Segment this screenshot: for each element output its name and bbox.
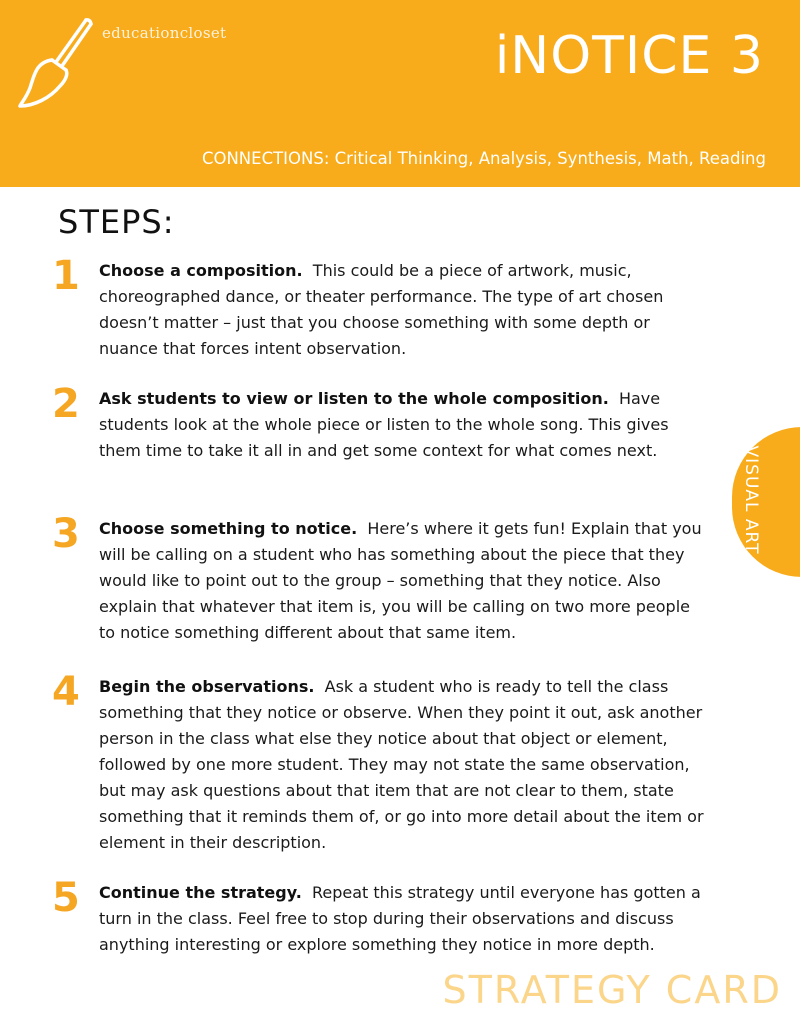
step-text xyxy=(99,258,711,362)
step-body: This could be a piece of artwork, music, choreographed dance, or theater performance. The type of art chosen doesn’t matter – just that you choose something with some depth or nuance that forces intent observation. xyxy=(99,261,664,358)
page-title: iNOTICE 3 xyxy=(494,26,764,86)
visual-art-label: VISUAL ART xyxy=(741,445,761,555)
step-text xyxy=(99,674,711,856)
step-text xyxy=(99,516,711,646)
step-title: Choose a composition. xyxy=(99,261,303,280)
paintbrush-icon xyxy=(16,10,96,110)
step-text xyxy=(99,880,711,958)
step-number: 3 xyxy=(52,511,80,557)
brand-name: educationcloset xyxy=(102,24,227,42)
step-title: Begin the observations. xyxy=(99,677,315,696)
header-banner xyxy=(0,0,800,187)
strategy-card-footer: STRATEGY CARD xyxy=(442,968,782,1012)
step-number: 4 xyxy=(52,669,80,715)
step-text xyxy=(99,386,711,464)
step-title: Ask students to view or listen to the whole composition. xyxy=(99,389,609,408)
step-body: Here’s where it gets fun! Explain that you will be calling on a student who has something about the piece that they would like to point out to the group – something that they notice. Also explain that whatever that item is, you will be calling on two more people to notice something different about that same item. xyxy=(99,519,702,642)
step-body: Repeat this strategy until everyone has gotten a turn in the class. Feel free to stop during their observations and discuss anything interesting or explore something they notice in more depth. xyxy=(99,883,701,954)
step-body: Ask a student who is ready to tell the class something that they notice or observe. When they point it out, ask another person in the class what else they notice about that object or element, followed by one more student. They may not state the same observation, but may ask questions about that item that are not clear to them, state something that it reminds them of, or go into more detail about the item or element in their description. xyxy=(99,677,704,852)
connections-line: CONNECTIONS: Critical Thinking, Analysis, Synthesis, Math, Reading xyxy=(201,149,766,168)
step-body: Have students look at the whole piece or listen to the whole song. This gives them time to take it all in and get some context for what comes next. xyxy=(99,389,669,460)
step-number: 1 xyxy=(52,253,80,299)
step-number: 2 xyxy=(52,381,80,427)
step-number: 5 xyxy=(52,875,80,921)
step-title: Continue the strategy. xyxy=(99,883,302,902)
steps-heading: STEPS: xyxy=(58,203,175,241)
step-title: Choose something to notice. xyxy=(99,519,358,538)
